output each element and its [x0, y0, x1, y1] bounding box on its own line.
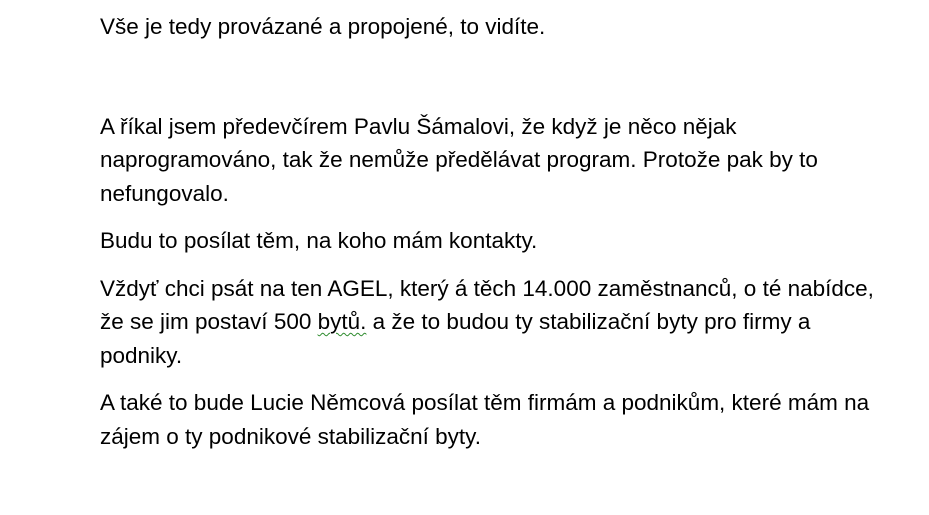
paragraph-4-text-before: Vždyť chci psát na ten AGEL, který á těch 14.000 zaměstnanců, o té nabídce, že se jim postaví 500 [100, 275, 874, 334]
paragraph-4-text-after: a že to budou ty stabilizační byty pro firmy a podniky. [100, 309, 811, 368]
paragraph-5: A také to bude Lucie Němcová posílat těm firmám a podnikům, které mám na zájem o ty podnikové stabilizační byty. [100, 390, 870, 449]
paragraph-1: Vše je tedy provázané a propojené, to vidíte. [100, 14, 546, 39]
paragraph-3: Budu to posílat těm, na koho mám kontakty. [100, 228, 538, 253]
spell-check-flagged-word[interactable]: bytů. [317, 309, 367, 334]
document-body[interactable] [100, 10, 890, 453]
paragraph-4 [100, 272, 890, 373]
paragraph-2: A říkal jsem předevčírem Pavlu Šámalovi, že když je něco nějak naprogramováno, tak že nemůže předělávat program. Protože pak by to nefungovalo. [100, 113, 818, 206]
